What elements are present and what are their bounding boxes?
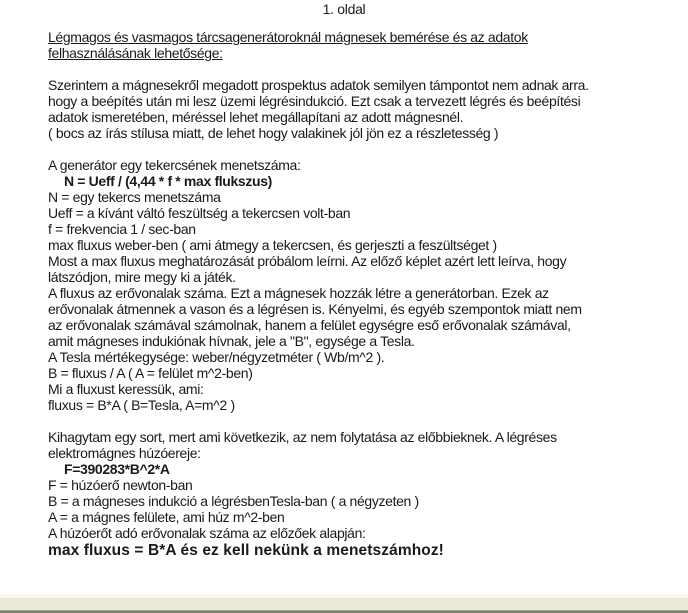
text-line: f = frekvencia 1 / sec-ban <box>48 221 196 237</box>
spacer <box>48 61 678 77</box>
turns-formula: N = Ueff / (4,44 * f * max flukszus) <box>64 173 272 189</box>
text-line: A fluxus az erővonalak száma. Ezt a mágnesek hozzák létre a generátorban. Ezek az <box>48 285 549 301</box>
text-line: Kihagytam egy sort, mert ami következik, az nem folytatása az előbbieknek. A légréses <box>48 429 557 445</box>
text-line: Ueff = a kívánt váltó feszültség a tekercsen volt-ban <box>48 205 351 221</box>
text-line: Szerintem a mágnesekről megadott prospektus adatok semilyen támpontot nem adnak arra. <box>48 77 589 93</box>
text-line: A = a mágnes felülete, ami húz m^2-ben <box>48 509 285 525</box>
text-line: max fluxus weber-ben ( ami átmegy a tekercsen, és gerjeszti a feszültséget ) <box>48 237 497 253</box>
text-line: B = fluxus / A ( A = felület m^2-ben) <box>48 365 253 381</box>
spacer <box>48 413 678 429</box>
section-turns-formula <box>48 157 678 413</box>
document-title <box>48 29 678 61</box>
spacer <box>48 141 678 157</box>
text-line: amit mágneses indukiónak hívnak, jele a "B", egysége a Tesla. <box>48 333 415 349</box>
text-line: A Tesla mértékegysége: weber/négyzetméter ( Wb/m^2 ). <box>48 349 385 365</box>
text-line: ( bocs az írás stílusa miatt, de lehet hogy valakinek jól jön ez a részletesség ) <box>48 125 499 141</box>
text-line: Mi a fluxust keressük, ami: <box>48 381 204 397</box>
text-line: adatok ismeretében, méréssel lehet megállapítani az adott mágnesnél. <box>48 109 464 125</box>
section-heading: A generátor egy tekercsének menetszáma: <box>48 157 301 173</box>
conclusion-text: max fluxus = B*A és ez kell nekünk a menetszámhoz! <box>48 542 444 559</box>
text-line: N = egy tekercs menetszáma <box>48 189 221 205</box>
text-line: látszódjon, mire megy ki a játék. <box>48 269 236 285</box>
text-line: Most a max fluxus meghatározását próbálom leírni. Az előző képlet azért lett leírva, hogy <box>48 253 567 269</box>
text-line: A húzóerőt adó erővonalak száma az előzőek alapján: <box>48 525 366 541</box>
page-number-label: 1. oldal <box>322 1 366 17</box>
section-pull-force <box>48 429 678 560</box>
title-line: Légmagos és vasmagos tárcsagenerátoroknál mágnesek bemérése és az adatok <box>48 29 528 45</box>
text-line: hogy a beépítés után mi lesz üzemi légrésindukció. Ezt csak a tervezett légrés és beépítési <box>48 93 581 109</box>
text-line: B = a mágneses indukció a légrésbenTesla-ban ( a négyzeten ) <box>48 493 419 509</box>
intro-paragraph <box>48 77 678 141</box>
text-line: elektromágnes húzóereje: <box>48 445 201 461</box>
window-bottom-frame <box>0 597 688 613</box>
text-line: erővonalak átmennek a vason és a légrésen is. Kényelmi, és egyéb szempontok miatt nem <box>48 301 582 317</box>
document-body <box>48 29 678 560</box>
text-line: fluxus = B*A ( B=Tesla, A=m^2 ) <box>48 397 235 413</box>
force-formula: F=390283*B^2*A <box>64 461 170 477</box>
text-line: az erővonalak számával számolnak, hanem a felület egységre eső erővonalak számával, <box>48 317 571 333</box>
frame-highlight <box>0 595 688 596</box>
title-line: felhasználásának lehetősége: <box>48 45 223 61</box>
text-line: F = húzóerő newton-ban <box>48 477 193 493</box>
